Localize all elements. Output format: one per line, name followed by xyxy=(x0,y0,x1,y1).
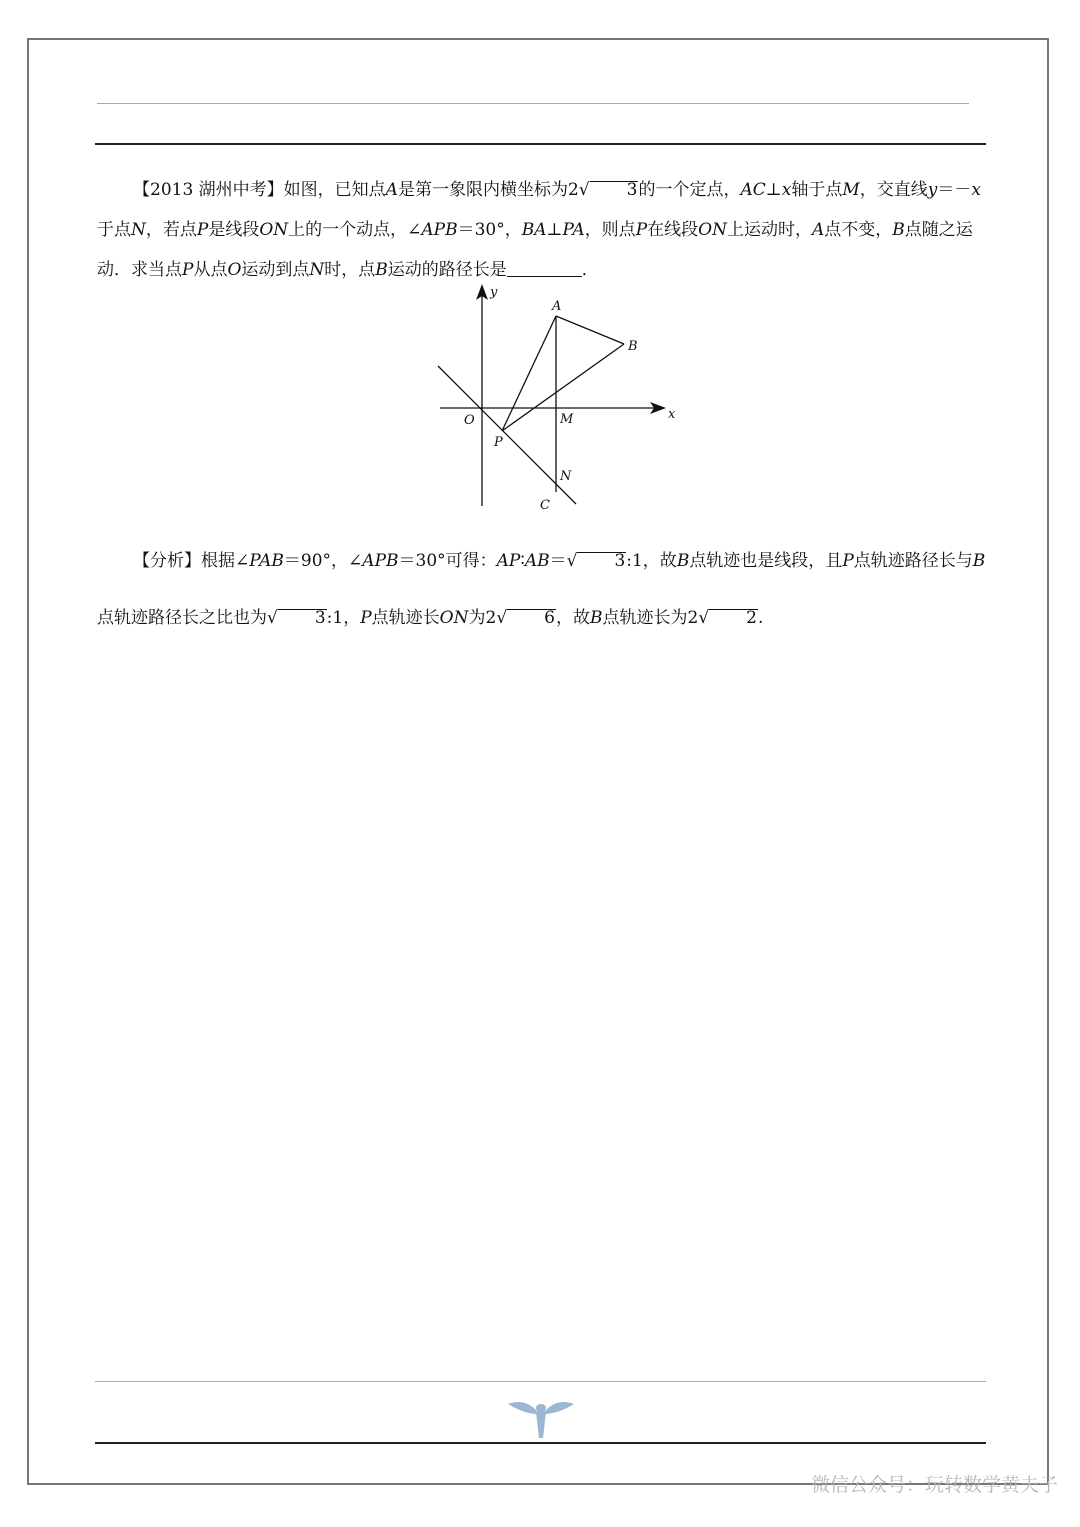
v: O xyxy=(227,260,242,280)
v: x xyxy=(781,180,792,200)
t: 点轨迹长为 xyxy=(602,608,688,628)
t: ，则点 xyxy=(584,220,636,240)
v: M xyxy=(842,180,860,200)
v: 2 xyxy=(687,608,699,628)
v: AC xyxy=(740,180,766,200)
t: ＝30°可得： xyxy=(398,551,497,571)
v: APB xyxy=(362,551,399,571)
segment-AP xyxy=(502,316,556,431)
v: B xyxy=(676,551,690,571)
t: 从点 xyxy=(193,260,228,280)
label-y: y xyxy=(490,285,498,300)
t: 点轨迹路径长与 xyxy=(853,551,973,571)
answer-blank[interactable] xyxy=(507,260,582,277)
t: 时，点 xyxy=(324,260,376,280)
problem-tag: 【2013 湖州中考】 xyxy=(133,180,284,200)
t: ，若点 xyxy=(145,220,197,240)
t: 点随之运动．求当点 xyxy=(97,220,973,280)
t: ，交直线 xyxy=(859,180,928,200)
t: ，故 xyxy=(555,608,590,628)
t: ＝－ xyxy=(937,180,972,200)
v: PAB xyxy=(249,551,284,571)
v: B xyxy=(892,220,905,240)
t: 轴于点 xyxy=(791,180,843,200)
t: 是线段 xyxy=(208,220,260,240)
t: 根据∠ xyxy=(201,551,250,571)
label-P: P xyxy=(494,435,503,450)
v: N xyxy=(309,260,325,280)
t: 点轨迹路径长之比也为 xyxy=(97,608,267,628)
v: 2 xyxy=(485,608,497,628)
analysis-tag: 【分析】 xyxy=(133,551,201,571)
v: A xyxy=(385,180,398,200)
geometry-figure xyxy=(430,278,690,518)
t: ＝90°，∠ xyxy=(283,551,363,571)
v: A xyxy=(811,220,825,240)
header-rule-black xyxy=(95,143,986,145)
v: P xyxy=(360,608,372,628)
v: BA xyxy=(521,220,547,240)
t: 点不变， xyxy=(824,220,893,240)
watermark: 微信公众号：玩转数学黄夫子 xyxy=(810,1474,1058,1496)
t: 点轨迹也是线段，且 xyxy=(689,551,843,571)
v: y xyxy=(927,180,938,200)
v: 3 xyxy=(590,181,639,199)
line-y-neg-x xyxy=(438,366,576,504)
t: ＝ xyxy=(549,551,567,571)
footer-logo-icon xyxy=(506,1396,576,1440)
label-N: N xyxy=(560,469,572,484)
problem-text: 【2013 湖州中考】如图，已知点A是第一象限内横坐标为2√ 3的一个定点，AC⊥x轴于点M，交直线y＝－x于点N，若点P是线段ON上的一个动点，∠APB＝30°，BA⊥PA，则点P在线段ON上运动时，A点不变，B点随之运动．求当点P从点O运动到点N时，点B运动的路径长是 ． xyxy=(97,180,981,280)
t: 运动的路径长是 xyxy=(387,260,507,280)
t: ． xyxy=(581,260,599,280)
v: PA xyxy=(562,220,585,240)
v: P xyxy=(842,551,854,571)
v: 3 xyxy=(577,552,626,570)
geometry-svg xyxy=(430,278,690,518)
t: 上的一个动点，∠ xyxy=(288,220,422,240)
v: P xyxy=(196,220,209,240)
t: 在线段 xyxy=(647,220,699,240)
footer-rule-blue xyxy=(95,1381,986,1382)
label-O: O xyxy=(464,413,475,428)
t: :1， xyxy=(326,608,361,628)
t: ∶ xyxy=(520,551,525,571)
label-M: M xyxy=(560,412,574,427)
analysis-text: 【分析】根据∠PAB＝90°，∠APB＝30°可得：AP∶AB＝√ 3:1，故B点轨迹也是线段，且P点轨迹路径长与B点轨迹路径长之比也为√ 3:1，P点轨迹长ON为2√ 6，故B点轨迹长为2√ 2. xyxy=(97,551,986,628)
header-rule-blue xyxy=(97,103,969,104)
v: 6 xyxy=(507,609,556,627)
v: P xyxy=(182,260,194,280)
v: ON xyxy=(698,220,727,240)
t: :1，故 xyxy=(626,551,677,571)
t: 如图，已知点 xyxy=(283,180,386,200)
v: x xyxy=(971,180,981,200)
t: 为 xyxy=(468,608,486,628)
label-A: A xyxy=(552,299,562,314)
t: ＝30°， xyxy=(457,220,522,240)
t: 于点 xyxy=(97,220,131,240)
t: ⊥ xyxy=(546,220,563,240)
v: ON xyxy=(259,220,289,240)
v: ON xyxy=(439,608,469,628)
footer-rule-black xyxy=(95,1442,986,1444)
label-B: B xyxy=(628,339,638,354)
v: B xyxy=(589,608,603,628)
label-C: C xyxy=(540,498,550,513)
v: 3 xyxy=(278,609,327,627)
v: APB xyxy=(421,220,458,240)
t: ⊥ xyxy=(765,180,782,200)
v: B xyxy=(972,551,986,571)
label-x: x xyxy=(668,407,676,422)
t: 的一个定点， xyxy=(638,180,741,200)
v: B xyxy=(375,260,388,280)
t: 是第一象限内横坐标为 xyxy=(397,180,568,200)
v: AB xyxy=(524,551,550,571)
segment-AB xyxy=(556,316,624,344)
v: 2 xyxy=(567,180,579,200)
v: AP xyxy=(496,551,521,571)
t: 运动到点 xyxy=(241,260,310,280)
t: . xyxy=(757,608,764,628)
t: 点轨迹长 xyxy=(371,608,440,628)
t: 上运动时， xyxy=(726,220,812,240)
v: P xyxy=(635,220,648,240)
v: N xyxy=(131,220,146,240)
v: 2 xyxy=(709,609,758,627)
